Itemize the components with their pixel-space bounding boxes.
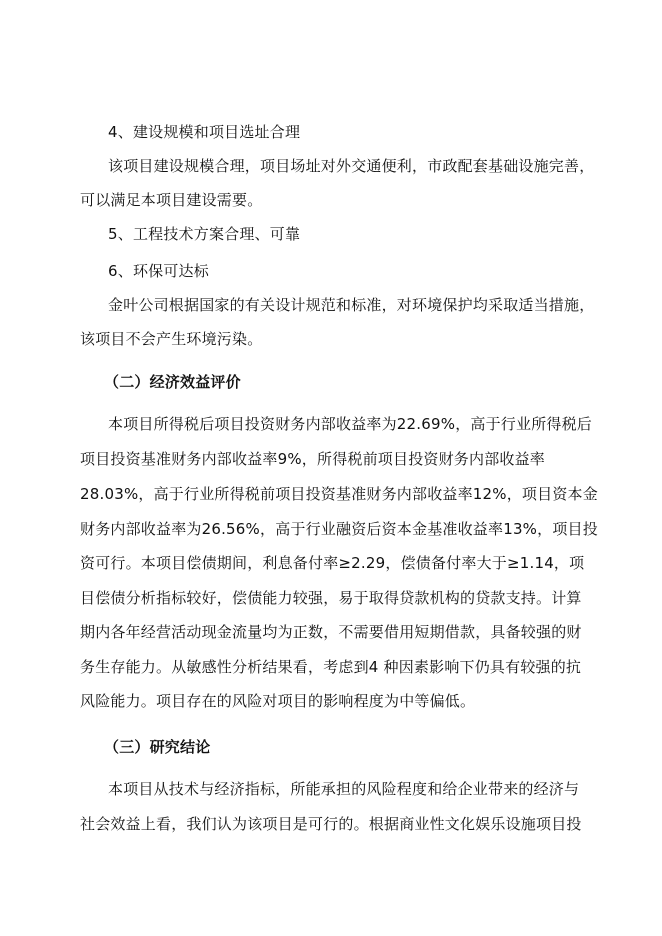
section4-heading: 4、建设规模和项目选址合理 — [108, 123, 301, 141]
section5-heading: 5、工程技术方案合理、可靠 — [108, 225, 301, 243]
section6-paragraph-line: 该项目不会产生环境污染。 — [80, 330, 263, 348]
section4-paragraph-line: 可以满足本项目建设需要。 — [80, 191, 263, 209]
economic-paragraph-line: 财务内部收益率为26.56%，高于行业融资后资本金基准收益率13%，项目投 — [80, 520, 598, 538]
section6-paragraph-line: 金叶公司根据国家的有关设计规范和标准，对环境保护均采取适当措施， — [108, 296, 595, 314]
economic-paragraph-line: 本项目所得税后项目投资财务内部收益率为22.69%，高于行业所得税后 — [108, 415, 592, 433]
conclusion-paragraph-line: 社会效益上看，我们认为该项目是可行的。根据商业性文化娱乐设施项目投 — [80, 815, 582, 833]
section4-paragraph-line: 该项目建设规模合理，项目场址对外交通便利，市政配套基础设施完善， — [108, 157, 595, 175]
conclusion-paragraph-line: 本项目从技术与经济指标，所能承担的风险程度和给企业带来的经济与 — [108, 780, 580, 798]
economic-paragraph-line: 风险能力。项目存在的风险对项目的影响程度为中等偏低。 — [80, 692, 476, 710]
section6-heading: 6、环保可达标 — [108, 262, 209, 280]
economic-evaluation-heading: （二）经济效益评价 — [104, 373, 241, 391]
economic-paragraph-line: 资可行。本项目偿债期间，利息备付率≥2.29，偿债备付率大于≥1.14，项 — [80, 554, 585, 572]
economic-paragraph-line: 28.03%，高于行业所得税前项目投资基准财务内部收益率12%，项目资本金 — [80, 485, 598, 503]
economic-paragraph-line: 务生存能力。从敏感性分析结果看，考虑到4 种因素影响下仍具有较强的抗 — [80, 658, 582, 676]
research-conclusion-heading: （三）研究结论 — [104, 738, 211, 756]
economic-paragraph-line: 项目投资基准财务内部收益率9%，所得税前项目投资财务内部收益率 — [80, 450, 545, 468]
economic-paragraph-line: 目偿债分析指标较好，偿债能力较强，易于取得贷款机构的贷款支持。计算 — [80, 589, 582, 607]
economic-paragraph-line: 期内各年经营活动现金流量均为正数，不需要借用短期借款，具备较强的财 — [80, 623, 582, 641]
